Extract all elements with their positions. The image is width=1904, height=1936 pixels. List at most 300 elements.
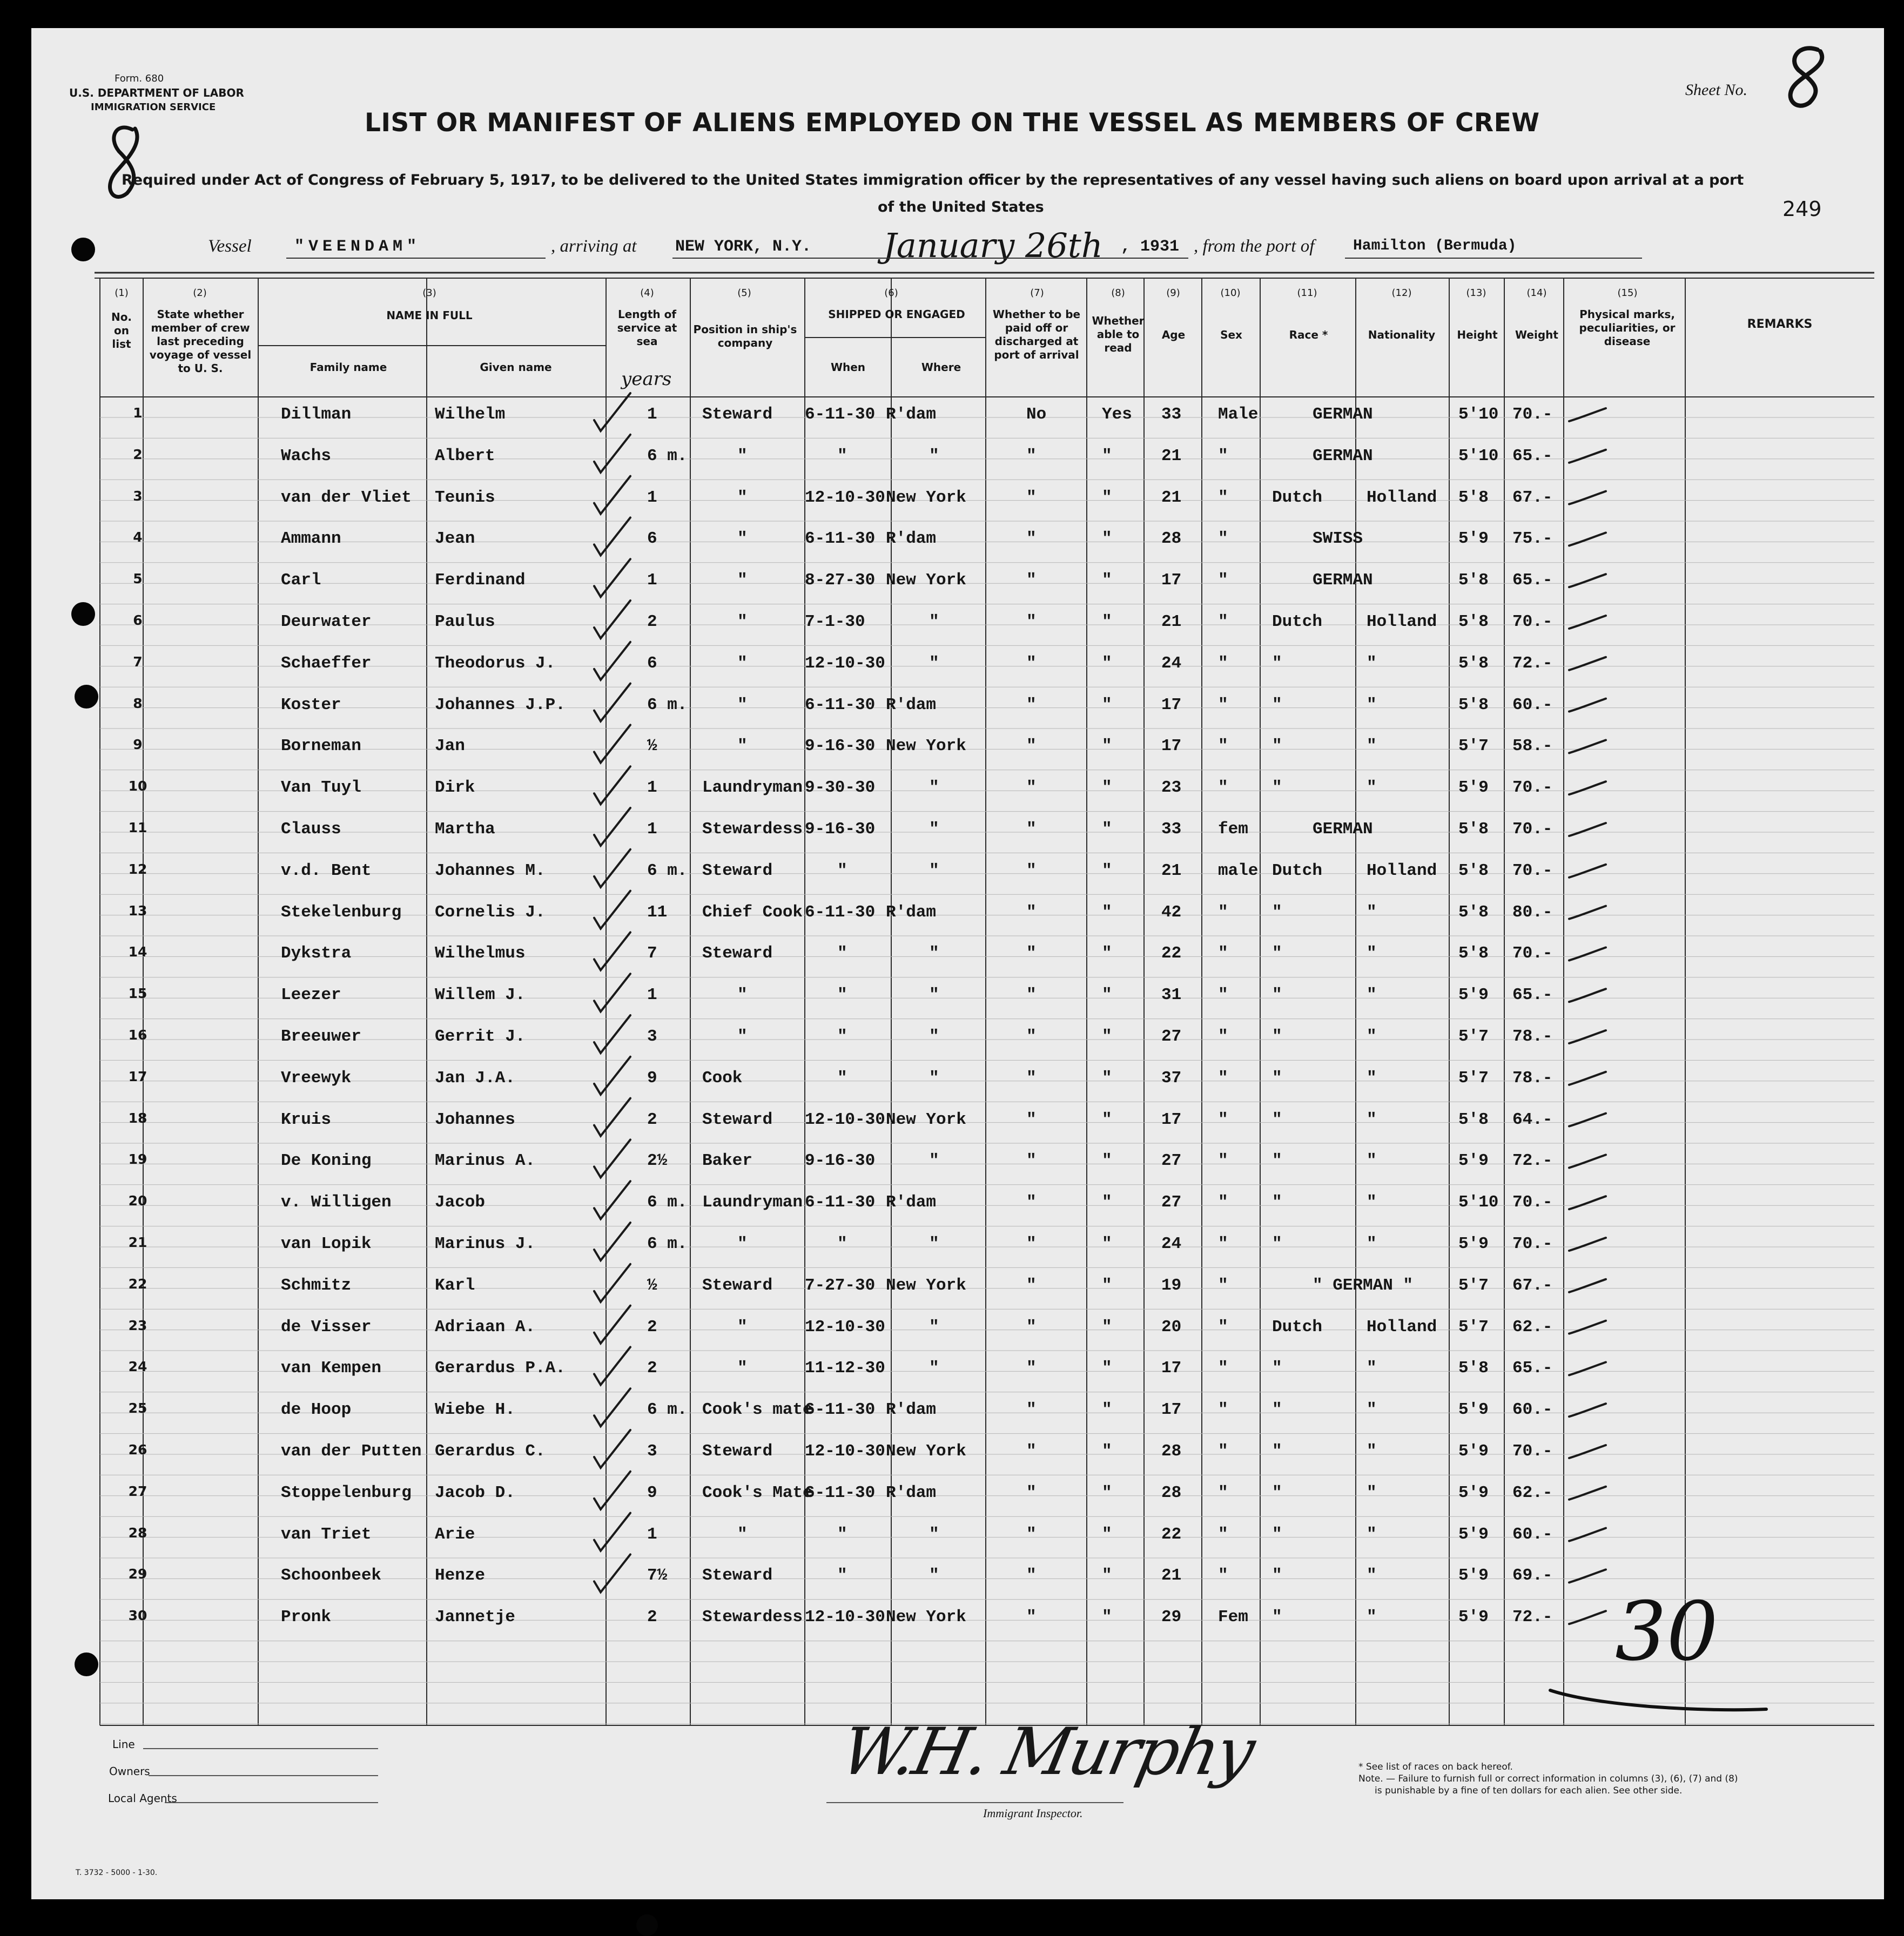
row-read: " (1102, 612, 1112, 631)
row-race: Dutch (1272, 612, 1323, 631)
row-age: 17 (1161, 1359, 1182, 1378)
manifest-subtitle-line1: Required under Act of Congress of February 5, 1917, to be delivered to the United States immigration officer by the representatives of any vessel having such aliens on board upon arrival at a port (122, 172, 1744, 188)
row-weight: 70.- (1512, 1193, 1553, 1212)
row-when: 6-11-30 (805, 1193, 876, 1212)
row-race: " (1272, 1151, 1282, 1171)
row-position: Steward (702, 861, 773, 880)
row-service: 6 m. (647, 861, 688, 880)
row-age: 17 (1161, 571, 1182, 590)
row-read: " (1102, 944, 1112, 963)
sheet-label: Sheet No. (1685, 81, 1747, 99)
row-race: " (1272, 902, 1282, 922)
local-agents-label: Local Agents (108, 1792, 177, 1805)
row-weight: 78.- (1512, 1027, 1553, 1046)
row-position: " (737, 612, 748, 631)
row-position: Baker (702, 1151, 753, 1171)
row-nat: " (1367, 778, 1377, 798)
row-service: 6 m. (647, 695, 688, 714)
row-weight: 72.- (1512, 653, 1553, 673)
row-race: " (1272, 1608, 1282, 1627)
row-nat: " (1367, 1235, 1377, 1253)
row-age: 19 (1161, 1276, 1182, 1295)
row-height: 5'9 (1458, 1235, 1489, 1253)
row-nat: " (1367, 944, 1377, 963)
row-nat: " (1367, 1068, 1377, 1088)
row-n: 1 (133, 405, 143, 421)
row-age: 23 (1161, 778, 1182, 798)
col9-label: Age (1161, 328, 1186, 341)
col13-label: Height (1457, 328, 1498, 341)
row-position: " (737, 737, 748, 756)
row-family: Stekelenburg (281, 902, 402, 922)
handwritten-total: 30 (1615, 1585, 1718, 1679)
row-n: 21 (128, 1235, 147, 1250)
row-race: " (1272, 1566, 1282, 1586)
row-given: Willem J. (435, 986, 526, 1005)
row-family: van Triet (281, 1524, 372, 1544)
row-where: " (929, 1524, 939, 1544)
row-position: " (737, 1359, 748, 1378)
row-service: 2½ (647, 1151, 668, 1171)
row-race: " (1272, 986, 1282, 1005)
row-where: " (929, 861, 939, 880)
row-read: Yes (1102, 405, 1132, 424)
row-read: " (1102, 695, 1112, 714)
row-age: 17 (1161, 1110, 1182, 1129)
row-family: van der Putten (281, 1442, 422, 1461)
col11-number: (11) (1297, 287, 1317, 299)
row-height: 5'8 (1458, 902, 1489, 922)
row-sex: " (1218, 986, 1228, 1005)
row-family: Wachs (281, 446, 332, 466)
print-code: T. 3732 - 5000 - 1-30. (76, 1868, 158, 1877)
row-sex: " (1218, 1027, 1228, 1046)
row-service: 6 (647, 653, 657, 673)
row-given: Martha (435, 820, 495, 839)
row-n: 2 (133, 446, 143, 462)
row-height: 5'8 (1458, 488, 1489, 507)
row-weight: 60.- (1512, 695, 1553, 714)
row-family: Clauss (281, 820, 341, 839)
row-paid: " (1026, 1110, 1037, 1129)
row-age: 27 (1161, 1151, 1182, 1171)
row-read: " (1102, 653, 1112, 673)
row-read: " (1102, 571, 1112, 590)
row-sex: " (1218, 1068, 1228, 1088)
row-read: " (1102, 1027, 1112, 1046)
row-race: GERMAN (1313, 405, 1373, 424)
row-race: " (1272, 778, 1282, 798)
row-nat: " (1367, 1151, 1377, 1171)
row-service: 7½ (647, 1566, 668, 1586)
row-given: Gerardus C. (435, 1442, 546, 1461)
row-where: " (929, 1027, 939, 1046)
row-weight: 80.- (1512, 902, 1553, 922)
row-position: Cook (702, 1068, 743, 1088)
row-paid: " (1026, 1608, 1037, 1627)
row-position: Laundryman (702, 1193, 803, 1212)
row-age: 28 (1161, 1442, 1182, 1461)
row-when: 12-10-30 (805, 1442, 885, 1461)
stamp-number: 249 (1782, 197, 1822, 221)
row-weight: 70.- (1512, 405, 1553, 424)
row-when: " (837, 446, 847, 466)
row-service: 1 (647, 986, 657, 1005)
row-paid: " (1026, 695, 1037, 714)
col3-number: (3) (422, 287, 436, 299)
row-where: " (929, 986, 939, 1005)
row-race: Dutch (1272, 1317, 1323, 1337)
row-when: 6-11-30 (805, 695, 876, 714)
row-position: " (737, 1027, 748, 1046)
row-given: Henze (435, 1566, 486, 1586)
row-n: 28 (128, 1524, 147, 1541)
row-when: 12-10-30 (805, 1110, 885, 1129)
row-n: 29 (128, 1566, 147, 1582)
row-nat: " (1367, 1524, 1377, 1544)
row-given: Paulus (435, 612, 495, 631)
row-height: 5'8 (1458, 695, 1489, 714)
row-age: 24 (1161, 653, 1182, 673)
row-race: " (1272, 1400, 1282, 1420)
row-read: " (1102, 488, 1112, 507)
row-family: Leezer (281, 986, 341, 1005)
row-weight: 65.- (1512, 446, 1553, 466)
row-sex: " (1218, 1442, 1228, 1461)
row-where: " (929, 612, 939, 631)
row-nat: " (1367, 1400, 1377, 1420)
row-paid: " (1026, 1317, 1037, 1337)
row-sex: " (1218, 1524, 1228, 1544)
row-family: de Visser (281, 1317, 372, 1337)
row-paid: " (1026, 1566, 1037, 1586)
row-position: Cook's mate (702, 1400, 813, 1420)
row-nat: " (1367, 1442, 1377, 1461)
row-race: GERMAN (1313, 820, 1373, 839)
row-when: " (837, 1566, 847, 1586)
row-height: 5'9 (1458, 986, 1489, 1005)
row-where: New York (886, 1442, 966, 1461)
row-height: 5'9 (1458, 1566, 1489, 1586)
arrival-year: , 1931 (1121, 238, 1180, 256)
row-position: " (737, 446, 748, 466)
row-given: Gerrit J. (435, 1027, 526, 1046)
row-service: 3 (647, 1442, 657, 1461)
row-family: Schoonbeek (281, 1566, 382, 1586)
row-weight: 65.- (1512, 571, 1553, 590)
row-race: " (1272, 1027, 1282, 1046)
row-paid: " (1026, 902, 1037, 922)
row-weight: 60.- (1512, 1524, 1553, 1544)
row-read: " (1102, 1524, 1112, 1544)
row-height: 5'9 (1458, 1442, 1489, 1461)
row-race: GERMAN (1313, 571, 1373, 590)
penalty-note-2: is punishable by a fine of ten dollars for each alien. See other side. (1375, 1785, 1683, 1796)
row-when: 12-10-30 (805, 1608, 885, 1627)
row-when: 6-11-30 (805, 1400, 876, 1420)
row-weight: 70.- (1512, 861, 1553, 880)
row-sex: " (1218, 1359, 1228, 1378)
row-service: 1 (647, 488, 657, 507)
col2-label: State whether member of crew last preceding voyage of vessel to U. S. (149, 308, 252, 375)
row-race: " (1272, 1235, 1282, 1253)
row-age: 27 (1161, 1193, 1182, 1212)
row-height: 5'7 (1458, 1276, 1489, 1295)
row-when: " (837, 986, 847, 1005)
row-where: R'dam (886, 405, 937, 424)
row-given: Wiebe H. (435, 1400, 515, 1420)
row-service: 2 (647, 612, 657, 631)
row-where: " (929, 1359, 939, 1378)
row-sex: male (1218, 861, 1259, 880)
row-race: " (1272, 1359, 1282, 1378)
row-paid: " (1026, 861, 1037, 880)
arriving-port: NEW YORK, N.Y. (675, 238, 812, 256)
row-weight: 60.- (1512, 1400, 1553, 1420)
row-where: R'dam (886, 1400, 937, 1420)
row-n: 17 (128, 1068, 147, 1084)
row-sex: " (1218, 902, 1228, 922)
row-nat: " (1367, 1608, 1377, 1627)
row-sex: fem (1218, 820, 1248, 839)
row-race: " (1272, 1068, 1282, 1088)
row-family: v. Willigen (281, 1193, 392, 1212)
row-read: " (1102, 1068, 1112, 1088)
row-when: 8-27-30 (805, 571, 876, 590)
row-n: 13 (128, 902, 147, 919)
row-family: Pronk (281, 1608, 332, 1627)
row-given: Cornelis J. (435, 902, 546, 922)
row-family: Schmitz (281, 1276, 352, 1295)
row-position: Steward (702, 944, 773, 963)
row-n: 8 (133, 695, 143, 711)
row-paid: " (1026, 529, 1037, 549)
row-when: " (837, 861, 847, 880)
row-where: R'dam (886, 902, 937, 922)
row-height: 5'8 (1458, 612, 1489, 631)
row-paid: " (1026, 1524, 1037, 1544)
row-race: " (1272, 944, 1282, 963)
row-sex: " (1218, 653, 1228, 673)
row-given: Gerardus P.A. (435, 1359, 566, 1378)
col4-unit-handwritten: years (621, 368, 672, 390)
row-sex: " (1218, 1151, 1228, 1171)
col2-number: (2) (193, 287, 207, 299)
row-position: Laundryman (702, 778, 803, 798)
row-given: Wilhelm (435, 405, 506, 424)
row-where: " (929, 446, 939, 466)
row-paid: " (1026, 820, 1037, 839)
row-given: Arie (435, 1524, 475, 1544)
row-weight: 70.- (1512, 612, 1553, 631)
row-service: 6 (647, 529, 657, 549)
row-race: GERMAN (1313, 446, 1373, 466)
vessel-label: Vessel (208, 237, 252, 256)
row-paid: " (1026, 1359, 1037, 1378)
row-given: Jacob (435, 1193, 486, 1212)
row-when: " (837, 1235, 847, 1253)
row-weight: 70.- (1512, 1442, 1553, 1461)
row-age: 29 (1161, 1608, 1182, 1627)
row-position: Chief Cook (702, 902, 803, 922)
row-n: 19 (128, 1151, 147, 1168)
row-sex: " (1218, 1276, 1228, 1295)
row-when: 6-11-30 (805, 529, 876, 549)
row-position: Steward (702, 1442, 773, 1461)
row-paid: " (1026, 944, 1037, 963)
row-service: 2 (647, 1359, 657, 1378)
row-where: New York (886, 1608, 966, 1627)
row-height: 5'8 (1458, 820, 1489, 839)
form-number: Form. 680 (115, 73, 164, 84)
row-nat: " (1367, 1193, 1377, 1212)
row-family: Schaeffer (281, 653, 372, 673)
row-race: Dutch (1272, 861, 1323, 880)
row-given: Jannetje (435, 1608, 515, 1627)
col8-number: (8) (1111, 287, 1125, 299)
col15-number: (15) (1617, 287, 1638, 299)
row-sex: " (1218, 1400, 1228, 1420)
row-race: " (1272, 1110, 1282, 1129)
row-age: 33 (1161, 405, 1182, 424)
row-read: " (1102, 902, 1112, 922)
col10-label: Sex (1220, 328, 1242, 341)
row-sex: " (1218, 446, 1228, 466)
row-when: " (837, 944, 847, 963)
row-given: Theodorus J. (435, 653, 556, 673)
row-position: Steward (702, 405, 773, 424)
row-nat: Holland (1367, 861, 1437, 880)
row-height: 5'9 (1458, 1151, 1489, 1171)
row-height: 5'9 (1458, 778, 1489, 798)
row-race: " (1272, 1442, 1282, 1461)
row-when: 12-10-30 (805, 653, 885, 673)
row-sex: Fem (1218, 1608, 1248, 1627)
row-family: de Hoop (281, 1400, 352, 1420)
row-paid: " (1026, 1151, 1037, 1171)
row-service: ½ (647, 1276, 657, 1295)
row-position: " (737, 488, 748, 507)
row-given: Johannes M. (435, 861, 546, 880)
row-given: Karl (435, 1276, 475, 1295)
row-weight: 70.- (1512, 944, 1553, 963)
row-paid: " (1026, 737, 1037, 756)
row-read: " (1102, 1276, 1112, 1295)
row-where: " (929, 1235, 939, 1253)
row-paid: " (1026, 986, 1037, 1005)
inspector-signature: W.H. Murphy (835, 1715, 1260, 1790)
row-read: " (1102, 861, 1112, 880)
row-height: 5'10 (1458, 1193, 1499, 1212)
col6-label: SHIPPED OR ENGAGED (828, 308, 965, 321)
row-position: Steward (702, 1276, 773, 1295)
row-paid: " (1026, 653, 1037, 673)
col12-label: Nationality (1368, 328, 1436, 341)
row-sex: " (1218, 1110, 1228, 1129)
row-read: " (1102, 1151, 1112, 1171)
row-n: 26 (128, 1442, 147, 1458)
row-age: 21 (1161, 488, 1182, 507)
row-weight: 62.- (1512, 1317, 1553, 1337)
row-service: 2 (647, 1608, 657, 1627)
col11-label: Race * (1289, 328, 1328, 341)
row-when: 7-27-30 (805, 1276, 876, 1295)
owners-label: Owners (109, 1765, 150, 1778)
row-paid: " (1026, 1276, 1037, 1295)
row-sex: " (1218, 695, 1228, 714)
row-family: Stoppelenburg (281, 1483, 412, 1502)
row-read: " (1102, 778, 1112, 798)
row-n: 12 (128, 861, 147, 877)
row-age: 24 (1161, 1235, 1182, 1253)
row-service: 6 m. (647, 1235, 688, 1253)
row-given: Adriaan A. (435, 1317, 536, 1337)
row-n: 7 (133, 653, 143, 670)
row-service: 9 (647, 1068, 657, 1088)
row-n: 9 (133, 737, 143, 753)
row-given: Ferdinand (435, 571, 526, 590)
row-n: 22 (128, 1276, 147, 1292)
row-family: van Lopik (281, 1235, 372, 1253)
department-name: U.S. DEPARTMENT OF LABOR (69, 86, 244, 99)
row-height: 5'9 (1458, 1483, 1489, 1502)
row-read: " (1102, 737, 1112, 756)
row-n: 5 (133, 571, 143, 587)
row-height: 5'7 (1458, 1027, 1489, 1046)
row-age: 21 (1161, 1566, 1182, 1586)
row-position: " (737, 529, 748, 549)
arriving-label: , arriving at (551, 237, 637, 256)
row-where: New York (886, 737, 966, 756)
row-n: 20 (128, 1193, 147, 1209)
row-read: " (1102, 986, 1112, 1005)
row-weight: 70.- (1512, 820, 1553, 839)
row-sex: " (1218, 1566, 1228, 1586)
row-weight: 65.- (1512, 986, 1553, 1005)
row-position: " (737, 986, 748, 1005)
row-age: 21 (1161, 446, 1182, 466)
row-read: " (1102, 446, 1112, 466)
row-nat: " (1367, 695, 1377, 714)
row-nat: " (1367, 902, 1377, 922)
row-nat: " (1367, 1566, 1377, 1586)
row-age: 20 (1161, 1317, 1182, 1337)
row-age: 17 (1161, 737, 1182, 756)
row-height: 5'9 (1458, 529, 1489, 549)
row-sex: " (1218, 529, 1228, 549)
line-label: Line (112, 1738, 135, 1751)
row-where: New York (886, 488, 966, 507)
row-service: 11 (647, 902, 668, 922)
row-race: " (1272, 1483, 1282, 1502)
row-paid: " (1026, 778, 1037, 798)
row-race: " (1272, 653, 1282, 673)
row-service: 1 (647, 405, 657, 424)
row-sex: " (1218, 1193, 1228, 1212)
row-age: 21 (1161, 612, 1182, 631)
row-where: " (929, 1317, 939, 1337)
row-position: Steward (702, 1566, 773, 1586)
row-height: 5'8 (1458, 944, 1489, 963)
row-race: SWISS (1313, 529, 1363, 549)
row-n: 14 (128, 944, 147, 960)
row-service: 7 (647, 944, 657, 963)
row-sex: " (1218, 1235, 1228, 1253)
row-where: " (929, 820, 939, 839)
col3-family-label: Family name (310, 361, 387, 374)
row-n: 11 (128, 820, 147, 835)
row-weight: 62.- (1512, 1483, 1553, 1502)
